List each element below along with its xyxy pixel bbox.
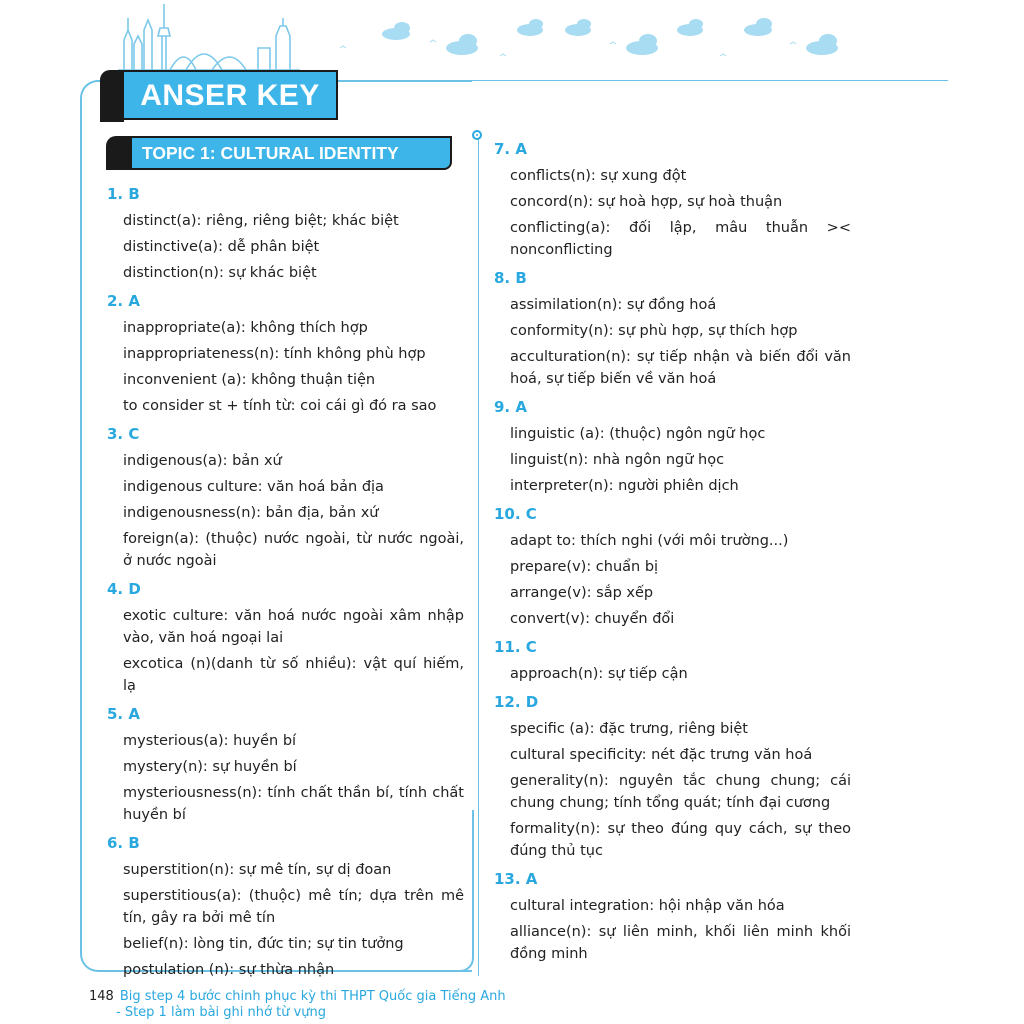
- page-footer: [89, 989, 506, 1021]
- vocab-entry: superstitious(a): (thuộc) mê tín; dựa trên mê tín, gây ra bởi mê tín: [123, 888, 464, 926]
- vocab-entry: linguist(n): nhà ngôn ngữ học: [510, 452, 725, 468]
- footer-book-title: Big step 4 bước chinh phục kỳ thi THPT Quốc gia Tiếng Anh: [119, 989, 506, 1004]
- vocab-entry: adapt to: thích nghi (với môi trường...): [510, 533, 789, 549]
- page-number: 148: [89, 989, 114, 1004]
- answer-number: 11. C: [494, 638, 537, 656]
- vocab-entry: inappropriate(a): không thích hợp: [123, 320, 368, 336]
- page-title: ANSER KEY: [122, 70, 338, 120]
- vocab-entry: inconvenient (a): không thuận tiện: [123, 372, 376, 388]
- answer-number: 9. A: [494, 398, 527, 416]
- vocab-entry: alliance(n): sự liên minh, khối liên minh khối đồng minh: [510, 924, 851, 962]
- vocab-entry: conflicts(n): sự xung đột: [510, 168, 687, 184]
- answer-number: 7. A: [494, 140, 527, 158]
- topic-title: TOPIC 1: CULTURAL IDENTITY: [130, 136, 452, 170]
- vocab-entry: cultural specificity: nét đặc trưng văn hoá: [510, 747, 813, 763]
- vocab-entry: approach(n): sự tiếp cận: [510, 666, 688, 682]
- column-divider: [478, 138, 479, 976]
- vocab-entry: distinction(n): sự khác biệt: [123, 265, 317, 281]
- vocab-entry: mysteriousness(n): tính chất thần bí, tính chất huyền bí: [123, 785, 464, 823]
- vocab-entry: formality(n): sự theo đúng quy cách, sự theo đúng thủ tục: [510, 821, 851, 859]
- title-tab: [100, 70, 124, 122]
- vocab-entry: conformity(n): sự phù hợp, sự thích hợp: [510, 323, 798, 339]
- vocab-entry: belief(n): lòng tin, đức tin; sự tin tưởng: [123, 936, 404, 952]
- vocab-entry: indigenousness(n): bản địa, bản xứ: [123, 505, 379, 521]
- answer-number: 1. B: [107, 185, 140, 203]
- footer-subtitle: - Step 1 làm bài ghi nhớ từ vựng: [116, 1005, 326, 1020]
- vocab-entry: specific (a): đặc trưng, riêng biệt: [510, 721, 748, 737]
- vocab-entry: interpreter(n): người phiên dịch: [510, 478, 739, 494]
- vocab-entry: excotica (n)(danh từ số nhiều): vật quí hiếm, lạ: [123, 656, 464, 694]
- answer-number: 6. B: [107, 834, 140, 852]
- vocab-entry: generality(n): nguyên tắc chung chung; cái chung chung; tính tổng quát; tính đại cương: [510, 773, 851, 811]
- vocab-entry: mysterious(a): huyền bí: [123, 733, 297, 749]
- vocab-entry: assimilation(n): sự đồng hoá: [510, 297, 717, 313]
- vocab-entry: arrange(v): sắp xếp: [510, 585, 654, 601]
- vocab-entry: cultural integration: hội nhập văn hóa: [510, 898, 785, 914]
- vocab-entry: linguistic (a): (thuộc) ngôn ngữ học: [510, 426, 766, 442]
- vocab-entry: prepare(v): chuẩn bị: [510, 559, 659, 575]
- vocab-entry: conflicting(a): đối lập, mâu thuẫn >< nonconflicting: [510, 220, 851, 258]
- vocab-entry: convert(v): chuyển đổi: [510, 611, 675, 627]
- vocab-entry: distinctive(a): dễ phân biệt: [123, 239, 320, 255]
- vocab-entry: concord(n): sự hoà hợp, sự hoà thuận: [510, 194, 783, 210]
- right-column: [494, 139, 851, 969]
- vocab-entry: indigenous culture: văn hoá bản địa: [123, 479, 384, 495]
- vocab-entry: acculturation(n): sự tiếp nhận và biến đổi văn hoá, sự tiếp biến về văn hoá: [510, 349, 851, 387]
- vocab-entry: mystery(n): sự huyền bí: [123, 759, 297, 775]
- answer-number: 4. D: [107, 580, 141, 598]
- vocab-entry: postulation (n): sự thừa nhận: [123, 962, 335, 978]
- vocab-entry: indigenous(a): bản xứ: [123, 453, 282, 469]
- answer-number: 10. C: [494, 505, 537, 523]
- vocab-entry: distinct(a): riêng, riêng biệt; khác biệt: [123, 213, 399, 229]
- left-column: [107, 184, 464, 985]
- vocab-entry: superstition(n): sự mê tín, sự dị đoan: [123, 862, 392, 878]
- answer-number: 3. C: [107, 425, 140, 443]
- vocab-entry: exotic culture: văn hoá nước ngoài xâm nhập vào, văn hoá ngoại lai: [123, 608, 464, 646]
- answer-number: 2. A: [107, 292, 140, 310]
- vocab-entry: inappropriateness(n): tính không phù hợp: [123, 346, 426, 362]
- divider-dot-icon: [472, 130, 482, 140]
- vocab-entry: foreign(a): (thuộc) nước ngoài, từ nước ngoài, ở nước ngoài: [123, 531, 464, 569]
- answer-number: 5. A: [107, 705, 140, 723]
- answer-number: 12. D: [494, 693, 539, 711]
- answer-number: 8. B: [494, 269, 527, 287]
- answer-number: 13. A: [494, 870, 538, 888]
- vocab-entry: to consider st + tính từ: coi cái gì đó ra sao: [123, 398, 437, 414]
